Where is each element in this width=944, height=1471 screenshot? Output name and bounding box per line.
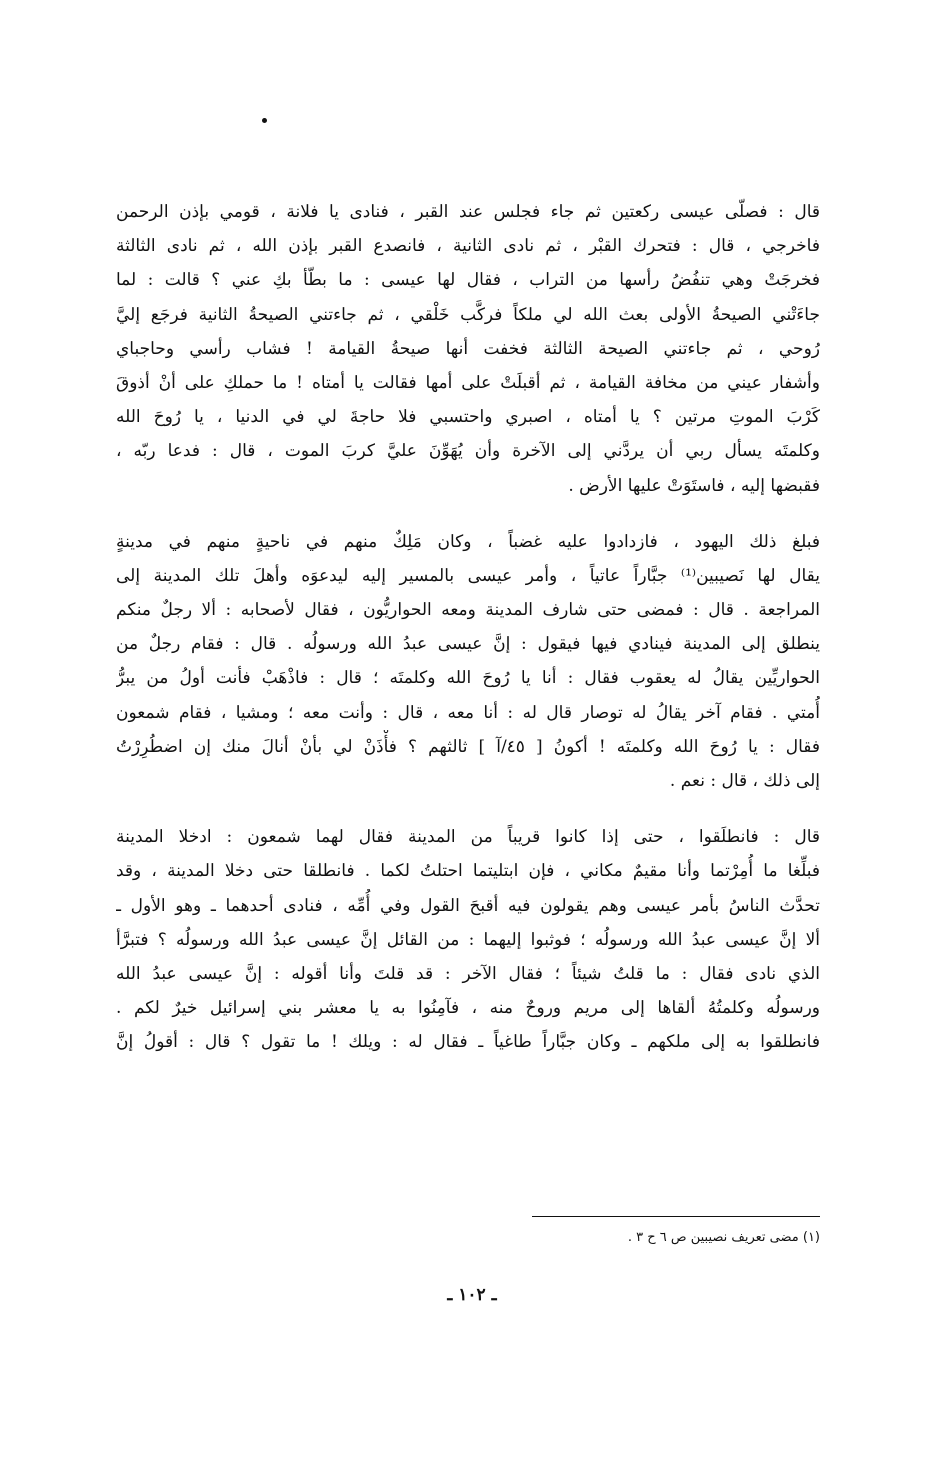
text-line: جاءَتْني الصيحةُ الأولى بعث الله لي ملكاً فركَّب خَلْقي ، ثم جاءتني الصيحةُ الثانية فرجَع إليَّ bbox=[116, 304, 820, 325]
text-line: فقبضها إليه ، فاستَوَتْ عليها الأرض . bbox=[568, 475, 820, 496]
paragraph-1 bbox=[116, 195, 820, 503]
text-line: وكلمتَه يسأل ربي أن يردَّني إلى الآخرة وأن يُهَوِّنَ عليَّ كربَ الموت ، قال : فدعا ربّه ، bbox=[116, 441, 820, 462]
page-number: ـ ١٠٢ ـ bbox=[447, 1285, 497, 1305]
text-line: قال : فانطلَقوا ، حتى إذا كانوا قريباً من المدينة فقال لهما شمعون : ادخلا المدينة bbox=[116, 827, 820, 848]
text-line: فاخرجي ، قال : فتحرك القبْر ، ثم نادى الثانية ، فانصدع القبر بإذن الله ، ثم نادى الثالثة bbox=[116, 236, 820, 257]
paragraph-3 bbox=[116, 820, 820, 1059]
text-line: أُمتي . فقام آخر يقالُ له توصار قال له : أنا معه ، قال : وأنت معه ؛ ومشيا ، فقام شمعون bbox=[116, 702, 820, 723]
paragraph-2 bbox=[116, 525, 820, 799]
text-line: يقال لها نَصيبين⁽¹⁾ جبَّاراً عاتياً ، وأمر عيسى بالمسير إليه ليدعوَه وأهلَ تلك المدينة إلى bbox=[116, 565, 820, 586]
text-line: فخرجَتْ وهي تنفُضُ رأسها من التراب ، فقال لها عيسى : ما بطّأ بكِ عني ؟ قالت : لما bbox=[116, 270, 820, 291]
text-line: فانطلقوا به إلى ملكهم ـ وكان جبَّاراً طاغياً ـ فقال له : ويلك ! ما تقول ؟ قال : أقولُ إنَّ bbox=[116, 1032, 820, 1053]
decorative-dot bbox=[262, 118, 267, 123]
footnote-divider bbox=[532, 1216, 820, 1217]
text-line: تحدَّث الناسُ بأمر عيسى وهم يقولون فيه أقبحَ القول وفي أُمِّه ، فنادى أحدهما ـ وهو الأول ـ bbox=[116, 895, 820, 916]
text-line: إلى ذلك ، قال : نعم . bbox=[669, 771, 820, 791]
text-line: كَرْبَ الموتِ مرتين ؟ يا أمتاه ، اصبري واحتسبي فلا حاجةَ لي في الدنيا ، يا رُوحَ الله bbox=[116, 407, 820, 428]
text-line: فبلِّغا ما أُمِرْتما وأنا مقيمٌ مكاني ، فإن ابتليتما احتلتُ لكما . فانطلقا حتى دخلا المدينة ، وقد bbox=[116, 861, 820, 882]
text-line: الحواريِّين يقالُ له يعقوب فقال : أنا يا رُوحَ الله وكلمتَه ؛ قال : فاذْهَبْ فأنت أولُ من يبرُّ bbox=[116, 668, 820, 689]
text-line: قال : فصلّى عيسى ركعتين ثم جاء فجلس عند القبر ، فنادى يا فلانة ، قومي بإذن الرحمن bbox=[116, 202, 820, 222]
text-line: المراجعة . قال : فمضى حتى شارف المدينة ومعه الحواريُّون ، فقال لأصحابه : ألا رجلٌ منكم bbox=[116, 600, 820, 621]
text-line: الذي نادى فقال : ما قلتُ شيئاً ؛ فقال الآخر : قد قلتَ وأنا أقوله : إنَّ عيسى عبدُ الله bbox=[116, 963, 820, 984]
text-line: ورسولُه وكلمتُهُ ألقاها إلى مريم وروحٌ منه ، فآمِنُوا به يا معشر بني إسرائيل خيرٌ لكم . bbox=[116, 998, 820, 1019]
text-line: فقال : يا رُوحَ الله وكلمتَه ! أكونُ [ ٤٥/آ ] ثالثهم ؟ فأْذَنْ لي بأنْ أنالَ منك إن اضطُرِرْتُ bbox=[116, 736, 820, 757]
text-line: وأشفار عيني من مخافة القيامة ، ثم أقبلَتْ على أمها فقالت يا أمتاه ! ما حملكِ على أنْ أذوقَ bbox=[116, 372, 820, 393]
text-line: رُوحي ، ثم جاءتني الصيحة الثالثة فخفت أنها صيحةُ القيامة ! فشاب رأسي وحاجباي bbox=[116, 338, 820, 359]
text-line: ألا إنَّ عيسى عبدُ الله ورسولُه ؛ فوثبوا إليهما : من القائل إنَّ عيسى عبدُ الله ورسولُه ؟ فتبرَّأ bbox=[116, 929, 820, 950]
text-line: فبلغ ذلك اليهود ، فازدادوا عليه غضباً ، وكان مَلِكٌ منهم في ناحيةٍ منهم في مدينةٍ bbox=[116, 531, 820, 552]
text-line: ينطلق إلى المدينة فينادي فيها فيقول : إنَّ عيسى عبدُ الله ورسولُه . قال : فقام رجلٌ من bbox=[116, 634, 820, 655]
body-text bbox=[116, 195, 820, 1060]
footnote: (١) مضى تعريف نصيبين ص ٦ ح ٣ . bbox=[627, 1230, 820, 1245]
